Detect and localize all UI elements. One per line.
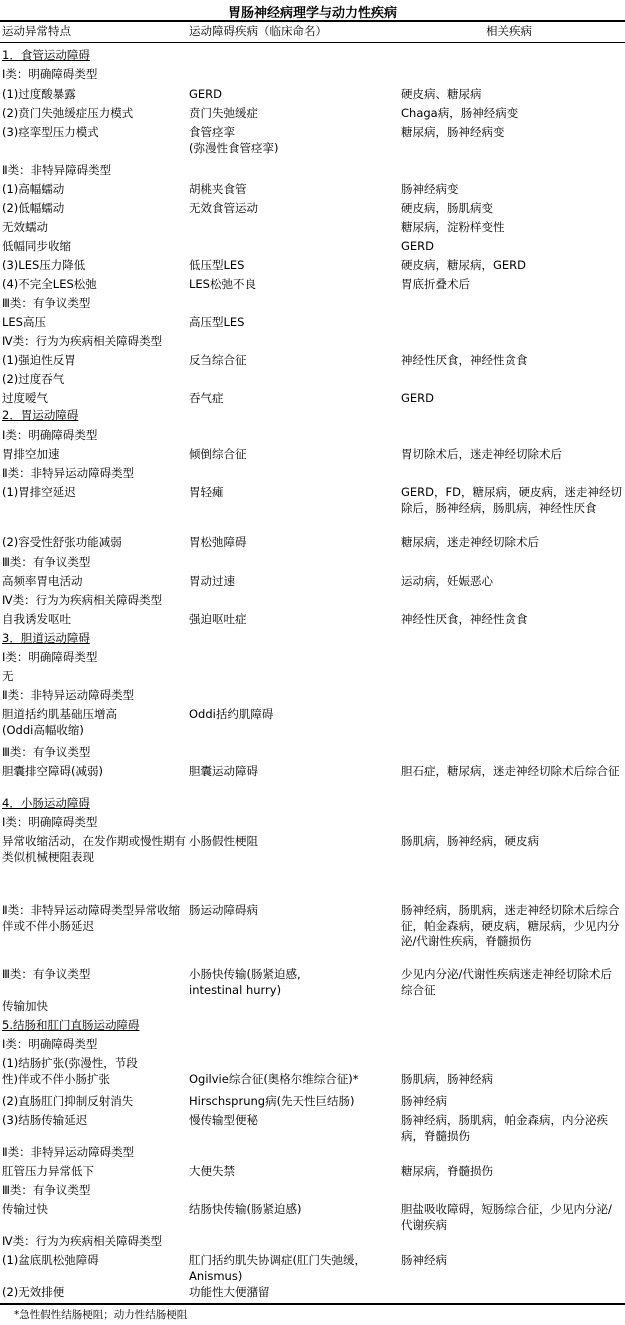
related-disease-cell: 胃底折叠术后 [401,277,470,291]
motility-feature-cell: 过度嗳气 [2,391,48,405]
related-disease-cell: 胃切除术后，迷走神经切除术后 [401,447,562,461]
motility-feature-cell: 3．胆道运动障碍 [2,631,90,645]
motility-feature-cell: 胃排空加速 [2,447,60,461]
related-disease-cell: 肠神经病，肠肌病，迷走神经切除术后综合征，帕金森病，硬皮病，糖尿病，少见内分泌/代谢性疾病，脊髓损伤 [401,903,620,948]
clinical-name-cell: 慢传输型便秘 [189,1113,258,1127]
motility-feature-cell: Ⅱ类：非特异运动障碍类型异常收缩伴或不伴小肠延迟 [2,903,181,933]
motility-feature-cell: Ⅳ类：行为为疾病相关障碍类型 [2,334,163,348]
motility-feature-cell: (2)过度吞气 [2,372,65,386]
related-disease-cell: 糖尿病，脊髓损伤 [401,1164,493,1178]
related-disease-cell: GERD [401,391,435,405]
clinical-name-cell: 小肠快传输(肠紧迫感, intestinal hurry) [189,967,301,997]
related-disease-cell: GERD [401,239,435,253]
motility-feature-cell: (1)过度酸暴露 [2,87,76,101]
motility-feature-cell: 高频率胃电活动 [2,574,83,588]
clinical-name-cell: 肠运动障碍病 [189,903,258,917]
clinical-name-cell: 功能性大便潴留 [189,1285,270,1299]
table-title: 胃肠神经病理学与动力性疾病 [227,6,397,21]
related-disease-cell: 运动病，妊娠恶心 [401,574,493,588]
clinical-name-cell: 胡桃夹食管 [189,182,247,196]
clinical-name-cell: 胃轻瘫 [189,485,224,499]
top-rule [0,20,625,22]
motility-feature-cell: 低幅同步收缩 [2,239,71,253]
motility-feature-cell: (2)贲门失弛缓症压力模式 [2,106,134,120]
motility-feature-cell: 胆囊排空障碍(减弱) [2,764,103,778]
motility-feature-cell: 1．食管运动障碍 [2,48,90,62]
motility-feature-cell: 传输加快 [2,999,48,1013]
related-disease-cell: 硬皮病，肠肌病变 [401,201,493,215]
motility-feature-cell: 无效蠕动 [2,220,48,234]
motility-feature-cell: (4)不完全LES松弛 [2,277,97,291]
motility-feature-cell: (2)容受性舒张功能减弱 [2,535,122,549]
motility-feature-cell: Ⅰ类：明确障碍类型 [2,428,98,442]
related-disease-cell: 糖尿病，淀粉样变性 [401,220,505,234]
clinical-name-cell: 反刍综合征 [189,353,247,367]
related-disease-cell: 糖尿病，肠神经病变 [401,125,505,139]
related-disease-cell: 神经性厌食，神经性贪食 [401,353,528,367]
clinical-name-cell: LES松弛不良 [189,277,256,291]
motility-feature-cell: 胆道括约肌基础压增高 (Oddi高幅收缩) [2,707,117,737]
motility-feature-cell: Ⅲ类：有争议类型 [2,555,91,569]
motility-feature-cell: 5.结肠和肛门直肠运动障碍 [2,1018,140,1032]
header-rule [0,42,625,43]
motility-feature-cell: Ⅲ类：有争议类型 [2,745,91,759]
clinical-name-cell: 肛门括约肌失协调症(肛门失弛缓， Anismus) [189,1253,366,1283]
motility-feature-cell: LES高压 [2,315,46,329]
related-disease-cell: 硬皮病，糖尿病，GERD [401,258,527,272]
related-disease-cell: 肠神经病 [401,1094,447,1108]
motility-feature-cell: Ⅰ类：明确障碍类型 [2,67,98,81]
related-disease-cell: Chaga病，肠神经病变 [401,106,519,120]
clinical-name-cell: Hirschsprung病(先天性巨结肠) [189,1094,355,1108]
related-disease-cell: GERD，FD，糖尿病，硬皮病，迷走神经切除后，肠神经病，肠肌病，神经性厌食 [401,485,622,515]
motility-feature-cell: Ⅳ类：行为为疾病相关障碍类型 [2,1234,163,1248]
motility-feature-cell: (1)高幅蠕动 [2,182,65,196]
related-disease-cell: 肠肌病，肠神经病，硬皮病 [401,834,539,848]
header-clinical-name: 运动障碍疾病（临床命名） [189,24,327,38]
motility-feature-cell: (1)强迫性反胃 [2,353,76,367]
related-disease-cell: 肠神经病变 [401,182,459,196]
clinical-name-cell: 无效食管运动 [189,201,258,215]
clinical-name-cell: 胃动过速 [189,574,235,588]
clinical-name-cell: Ogilvie综合征(奥格尔维综合征)* [189,1071,359,1086]
footnote: *急性假性结肠梗阻；动力性结肠梗阻 [14,1309,188,1321]
motility-feature-cell: (3)LES压力降低 [2,258,86,272]
motility-feature-cell: Ⅰ类：明确障碍类型 [2,815,98,829]
related-disease-cell: 少见内分泌/代谢性疾病迷走神经切除术后综合征 [401,967,612,997]
motility-feature-cell: (3)结肠传输延迟 [2,1113,88,1127]
motility-feature-cell: Ⅱ类：非特异运动障碍类型 [2,1145,135,1159]
motility-feature-cell: Ⅱ类：非特异运动障碍类型 [2,466,135,480]
related-disease-cell: 肠神经病，肠肌病，帕金森病，内分泌疾病，脊髓损伤 [401,1113,608,1143]
clinical-name-cell: 倾倒综合征 [189,447,247,461]
motility-feature-cell: Ⅲ类：有争议类型 [2,1183,91,1197]
clinical-name-cell: 胃松弛障碍 [189,535,247,549]
header-related-diseases: 相关疾病 [486,24,532,38]
related-disease-cell: 肠肌病，肠神经病 [401,1071,493,1086]
motility-feature-cell: 传输过快 [2,1202,48,1216]
clinical-name-cell: 低压型LES [189,258,245,272]
motility-feature-cell: 2．胃运动障碍 [2,408,79,422]
bottom-rule [0,1303,625,1305]
motility-feature-cell: Ⅲ类：有争议类型 [2,296,91,310]
related-disease-cell: 肠神经病 [401,1253,447,1267]
motility-feature-cell: (1)盆底肌松弛障碍 [2,1253,99,1267]
clinical-name-cell: Oddi括约肌障碍 [189,707,274,721]
motility-feature-cell: Ⅰ类：明确障碍类型 [2,650,98,664]
motility-feature-cell: 4．小肠运动障碍 [2,796,90,810]
related-disease-cell: 神经性厌食，神经性贪食 [401,612,528,626]
clinical-name-cell: 大便失禁 [189,1164,235,1178]
motility-feature-cell: (2)低幅蠕动 [2,201,65,215]
motility-feature-cell: Ⅰ类：明确障碍类型 [2,1037,98,1051]
motility-feature-cell: 异常收缩活动，在发作期或慢性期有类似机械梗阻表现 [2,834,186,864]
clinical-name-cell: 强迫呕吐症 [189,612,247,626]
motility-feature-cell: 自我诱发呕吐 [2,612,71,626]
clinical-name-cell: 高压型LES [189,315,245,329]
clinical-name-cell: 胆囊运动障碍 [189,764,258,778]
motility-feature-cell: Ⅲ类：有争议类型 [2,967,91,981]
related-disease-cell: 胆石症，糖尿病，迷走神经切除术后综合征 [401,764,620,778]
related-disease-cell: 糖尿病，迷走神经切除术后 [401,535,539,549]
clinical-name-cell: 小肠假性梗阻 [189,834,258,848]
clinical-name-cell: GERD [189,87,223,101]
clinical-name-cell: 吞气症 [189,391,224,405]
motility-feature-cell: (1)结肠扩张(弥漫性，节段 性)伴或不伴小肠扩张 [2,1056,138,1086]
clinical-name-cell: 结肠快传输(肠紧迫感) [189,1202,302,1216]
related-disease-cell: 硬皮病、糖尿病 [401,87,482,101]
motility-feature-cell: (2)直肠肛门抑制反射消失 [2,1094,134,1108]
motility-feature-cell: 肛管压力异常低下 [2,1164,94,1178]
motility-feature-cell: Ⅳ类：行为为疾病相关障碍类型 [2,593,163,607]
clinical-name-cell: 贲门失弛缓症 [189,106,258,120]
header-motility-features: 运动异常特点 [2,24,71,38]
related-disease-cell: 胆盐吸收障碍，短肠综合征，少见内分泌/代谢疾病 [401,1202,612,1232]
motility-feature-cell: 无 [2,669,14,683]
motility-feature-cell: Ⅱ类：非特异障碍类型 [2,163,112,177]
motility-feature-cell: (3)痉挛型压力模式 [2,125,99,139]
motility-feature-cell: (1)胃排空延迟 [2,485,76,499]
motility-feature-cell: (2)无效排便 [2,1285,65,1299]
motility-feature-cell: Ⅱ类：非特异运动障碍类型 [2,688,135,702]
clinical-name-cell: 食管痉挛 (弥漫性食管痉挛) [189,125,279,155]
